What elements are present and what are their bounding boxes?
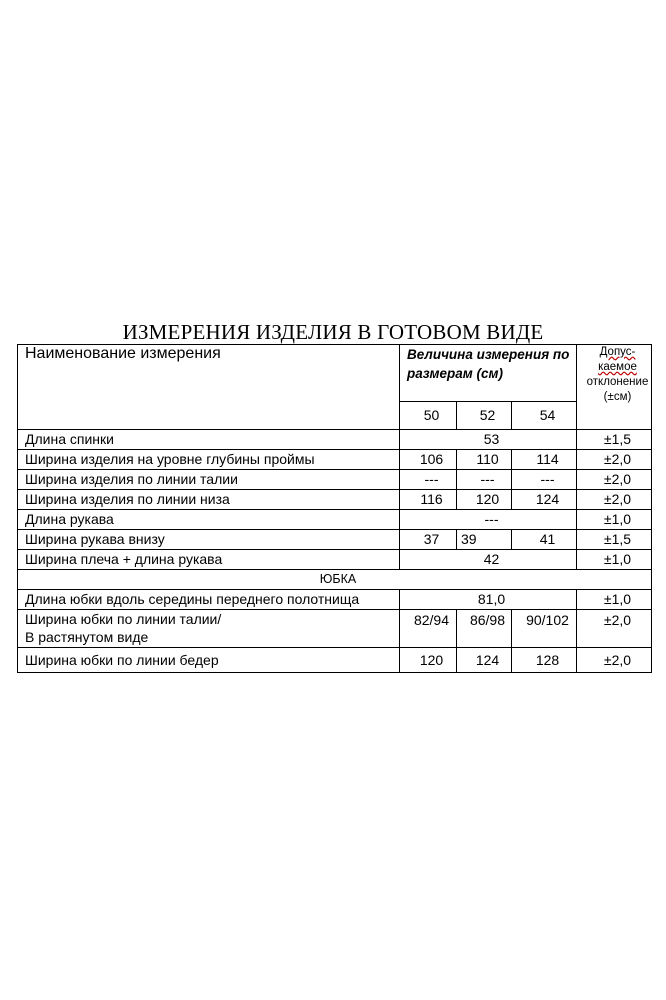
row-name: Длина юбки вдоль середины переднего полотнища: [18, 590, 400, 610]
table-row: [18, 490, 652, 510]
row-value: 114: [512, 450, 577, 470]
row-tolerance: ±1,0: [577, 510, 652, 530]
row-merged-value: 53: [400, 430, 577, 450]
row-tolerance: ±2,0: [577, 450, 652, 470]
row-merged-value: 81,0: [400, 590, 577, 610]
size-50: 50: [400, 402, 457, 430]
page-title: ИЗМЕРЕНИЯ ИЗДЕЛИЯ В ГОТОВОМ ВИДЕ: [122, 320, 544, 344]
table-row: [18, 430, 652, 450]
row-tolerance: ±2,0: [577, 648, 652, 673]
row-value: 128: [512, 648, 577, 673]
row-name-line2: В растянутом виде: [25, 629, 149, 645]
table-row: [18, 610, 652, 648]
row-value: ---: [457, 470, 512, 490]
size-54: 54: [512, 402, 577, 430]
measurements-table: [17, 344, 652, 673]
row-value: 82/94: [400, 610, 457, 648]
header-name: Наименование измерения: [18, 345, 400, 430]
row-tolerance: ±1,0: [577, 550, 652, 570]
header-tolerance: [577, 345, 652, 430]
header-row: [18, 345, 652, 402]
header-tolerance-line2: каемое: [598, 361, 637, 373]
row-name: Ширина изделия по линии низа: [18, 490, 400, 510]
row-value: 37: [400, 530, 457, 550]
row-value: 120: [457, 490, 512, 510]
row-value: 86/98: [457, 610, 512, 648]
row-value: ---: [400, 470, 457, 490]
table-row: [18, 510, 652, 530]
row-name: Длина спинки: [18, 430, 400, 450]
row-name: Длина рукава: [18, 510, 400, 530]
size-52: 52: [457, 402, 512, 430]
header-tolerance-line1: Допус-: [599, 346, 636, 358]
row-value: 116: [400, 490, 457, 510]
table-row: [18, 648, 652, 673]
row-name: Ширина изделия по линии талии: [18, 470, 400, 490]
row-tolerance: ±2,0: [577, 610, 652, 648]
row-tolerance: ±1,0: [577, 590, 652, 610]
row-merged-value: ---: [400, 510, 577, 530]
row-value: 124: [457, 648, 512, 673]
table-row: [18, 530, 652, 550]
table-row: [18, 470, 652, 490]
row-tolerance: ±1,5: [577, 430, 652, 450]
table-row: [18, 450, 652, 470]
row-name: [18, 610, 400, 648]
row-tolerance: ±2,0: [577, 470, 652, 490]
row-value: 106: [400, 450, 457, 470]
header-tolerance-line4: (±см): [603, 391, 632, 403]
row-value: 124: [512, 490, 577, 510]
row-value: 90/102: [512, 610, 577, 648]
row-value: ---: [512, 470, 577, 490]
row-value: 41: [512, 530, 577, 550]
row-tolerance: ±1,5: [577, 530, 652, 550]
row-merged-value: 42: [400, 550, 577, 570]
row-name-line1: Ширина юбки по линии талии/: [25, 611, 222, 627]
row-name: Ширина юбки по линии бедер: [18, 648, 400, 673]
row-value: 39: [457, 530, 512, 550]
table-row: [18, 550, 652, 570]
row-value: 120: [400, 648, 457, 673]
row-name: Ширина плеча + длина рукава: [18, 550, 400, 570]
header-tolerance-line3: отклонение: [586, 376, 649, 388]
section-title-skirt: ЮБКА: [18, 570, 652, 590]
row-tolerance: ±2,0: [577, 490, 652, 510]
table-row: [18, 590, 652, 610]
section-row: [18, 570, 652, 590]
header-sizes-label: Величина измерения по размерам (см): [400, 345, 577, 402]
row-value: 110: [457, 450, 512, 470]
row-name: Ширина изделия на уровне глубины проймы: [18, 450, 400, 470]
row-name: Ширина рукава внизу: [18, 530, 400, 550]
